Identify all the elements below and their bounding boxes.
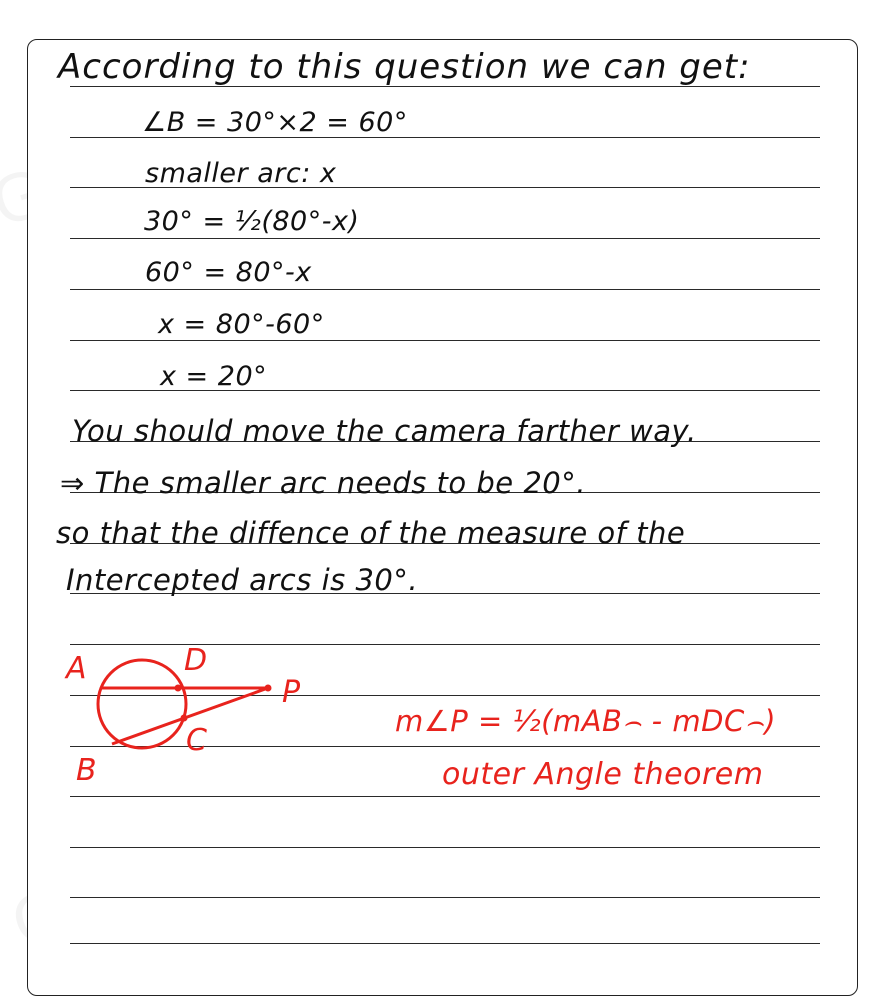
ruled-line bbox=[70, 897, 820, 898]
label-d: D bbox=[184, 643, 208, 678]
ruled-line bbox=[70, 340, 820, 341]
angle-formula: m∠P = ½(mAB⌢ - mDC⌢) bbox=[395, 704, 777, 738]
ruled-line bbox=[70, 289, 820, 290]
label-a: A bbox=[66, 651, 87, 686]
ruled-line bbox=[70, 238, 820, 239]
point-p-dot bbox=[265, 685, 272, 692]
point-c-dot bbox=[181, 715, 188, 722]
label-c: C bbox=[186, 723, 207, 758]
explanation-line-2: ⇒ The smaller arc needs to be 20°. bbox=[60, 466, 586, 500]
explanation-line-1: You should move the camera farther way. bbox=[72, 414, 697, 448]
explanation-line-3: so that the diffence of the measure of the bbox=[56, 516, 686, 550]
equation-step-2: 60° = 80°-x bbox=[145, 257, 312, 288]
label-p: P bbox=[282, 675, 301, 710]
equation-angle-b: ∠B = 30°×2 = 60° bbox=[142, 107, 408, 138]
heading-line: According to this question we can get: bbox=[58, 47, 751, 87]
circle-secant-diagram bbox=[60, 640, 320, 790]
equation-step-1: 30° = ½(80°-x) bbox=[144, 206, 360, 237]
explanation-line-4: Intercepted arcs is 30°. bbox=[66, 563, 419, 597]
theorem-name: outer Angle theorem bbox=[442, 757, 764, 792]
label-b: B bbox=[76, 753, 97, 788]
equation-result: x = 20° bbox=[160, 361, 268, 392]
smaller-arc-line: smaller arc: x bbox=[145, 158, 337, 189]
ruled-line bbox=[70, 847, 820, 848]
point-d-dot bbox=[175, 685, 182, 692]
ruled-line bbox=[70, 796, 820, 797]
ruled-line bbox=[70, 943, 820, 944]
equation-step-3: x = 80°-60° bbox=[158, 309, 325, 340]
